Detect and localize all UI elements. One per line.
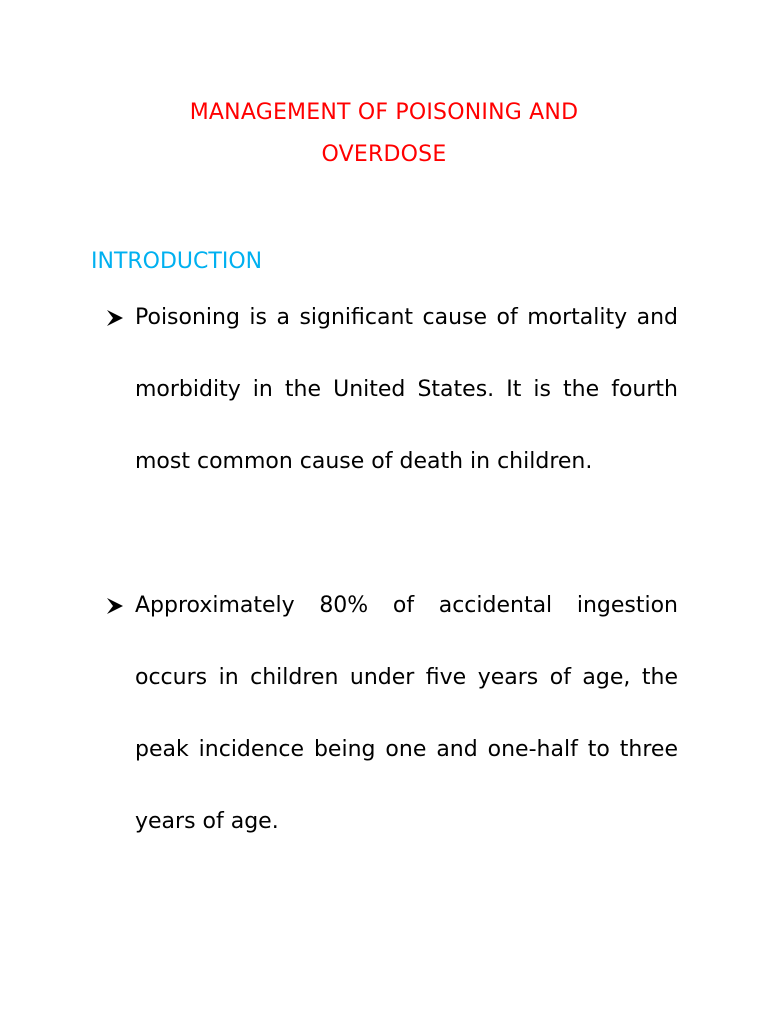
bullet-item bbox=[103, 282, 678, 498]
bullet-item bbox=[103, 570, 678, 858]
title-line-2: OVERDOSE bbox=[321, 142, 447, 167]
bullet-text: Approximately 80% of accidental ingestion occurs in children under five years of age, the peak incidence being one and one-half to three years of age. bbox=[135, 593, 678, 834]
bullet-text: Poisoning is a significant cause of mortality and morbidity in the United States. It is the fourth most common cause of death in children. bbox=[135, 305, 678, 474]
title-line-1: MANAGEMENT OF POISONING AND bbox=[189, 100, 579, 125]
page-title bbox=[0, 92, 768, 176]
section-heading: INTRODUCTION bbox=[91, 249, 263, 274]
arrow-bullet-icon bbox=[103, 570, 135, 642]
arrow-bullet-icon bbox=[103, 282, 135, 354]
